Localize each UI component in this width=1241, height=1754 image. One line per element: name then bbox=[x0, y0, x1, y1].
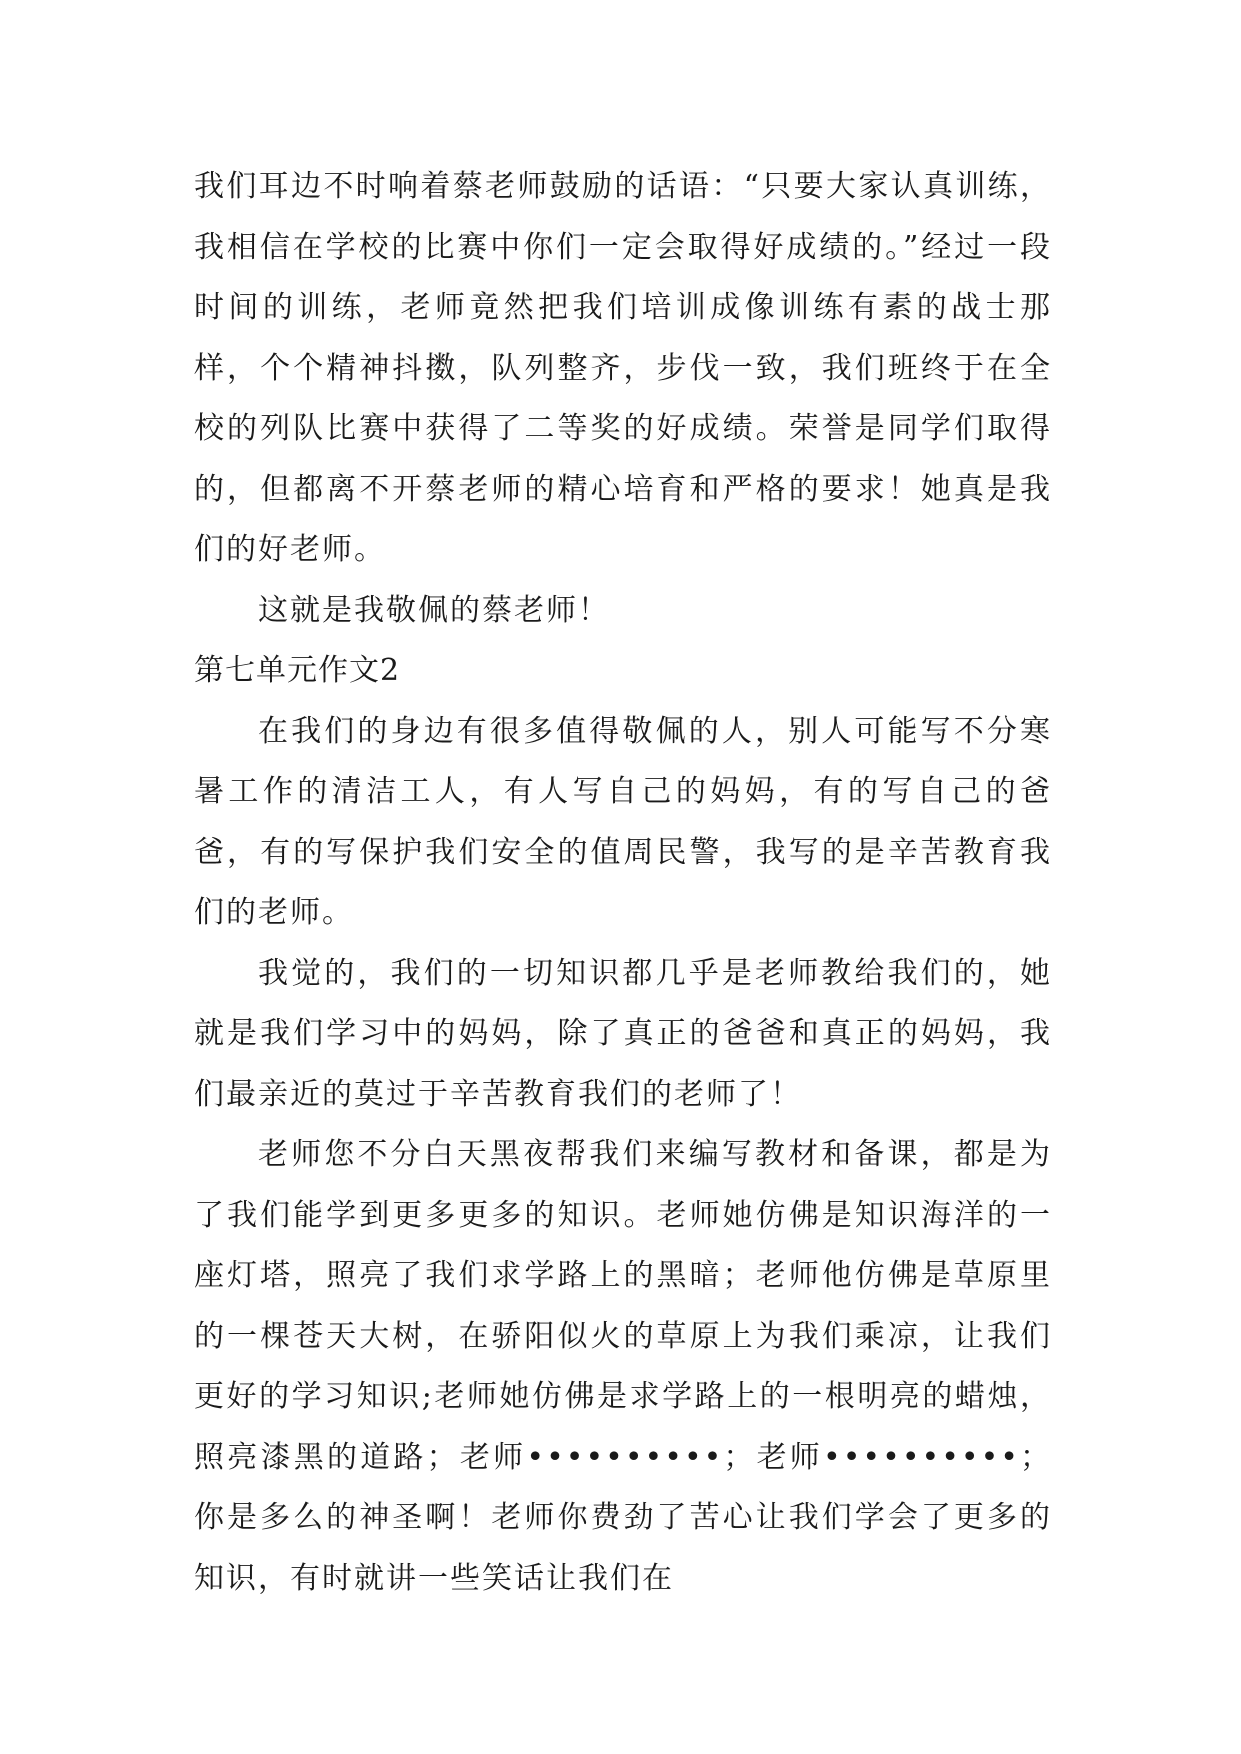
paragraph-3: 在我们的身边有很多值得敬佩的人，别人可能写不分寒暑工作的清洁工人，有人写自己的妈妈，有的写自己的爸爸，有的写保护我们安全的值周民警，我写的是辛苦教育我们的老师。 bbox=[194, 713, 1052, 930]
section-heading: 第七单元作文2 bbox=[194, 653, 401, 688]
paragraph-2: 这就是我敬佩的蔡老师！ bbox=[258, 592, 610, 628]
paragraph-1: 我们耳边不时响着蔡老师鼓励的话语：“只要大家认真训练，我相信在学校的比赛中你们一定会取得好成绩的。”经过一段时间的训练，老师竟然把我们培训成像训练有素的战士那样，个个精神抖擞，队列整齐，步伐一致，我们班终于在全校的列队比赛中获得了二等奖的好成绩。荣誉是同学们取得的，但都离不开蔡老师的精心培育和严格的要求！她真是我们的好老师。 bbox=[194, 169, 1052, 567]
paragraph-5: 老师您不分白天黑夜帮我们来编写教材和备课，都是为了我们能学到更多更多的知识。老师她仿佛是知识海洋的一座灯塔，照亮了我们求学路上的黑暗；老师他仿佛是草原里的一棵苍天大树，在骄阳似火的草原上为我们乘凉，让我们更好的学习知识;老师她仿佛是求学路上的一根明亮的蜡烛，照亮漆黑的道路；老师••••••••••；老师••••••••••；你是多么的神圣啊！老师你费劲了苦心让我们学会了更多的知识，有时就讲一些笑话让我们在 bbox=[194, 1137, 1052, 1596]
paragraph-4: 我觉的，我们的一切知识都几乎是老师教给我们的，她就是我们学习中的妈妈，除了真正的爸爸和真正的妈妈，我们最亲近的莫过于辛苦教育我们的老师了！ bbox=[194, 955, 1052, 1112]
document-body bbox=[194, 157, 1052, 1609]
